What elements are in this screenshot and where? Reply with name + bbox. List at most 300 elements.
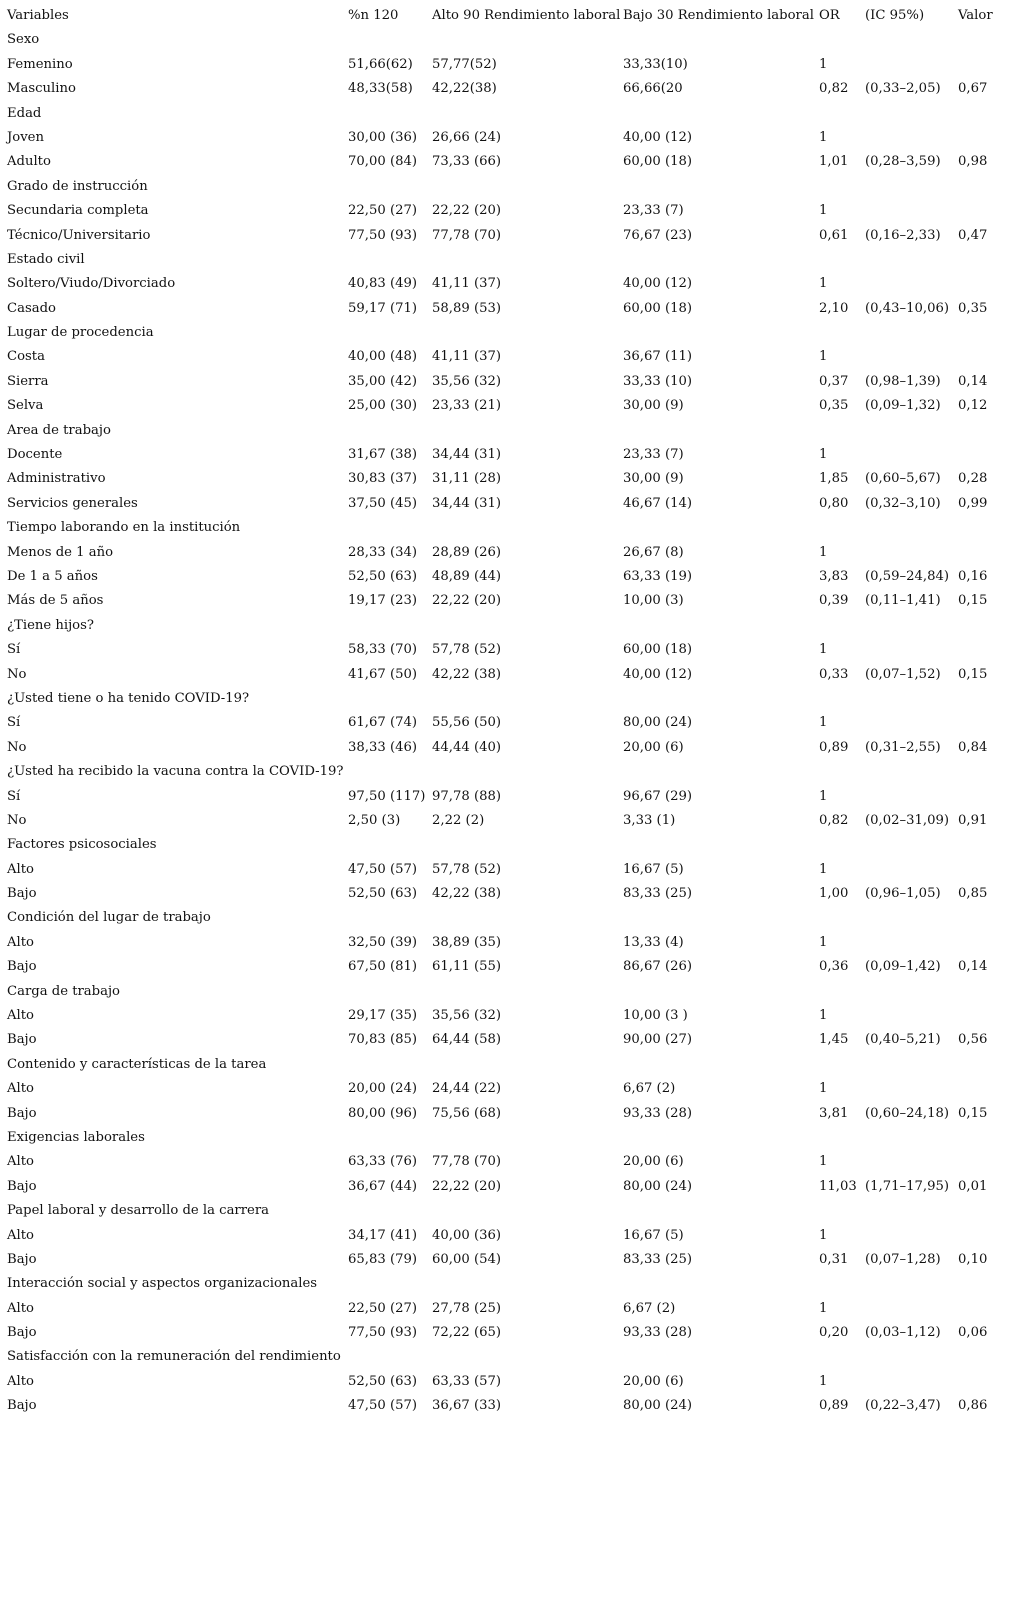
bajo-cell: 10,00 (3) (623, 593, 684, 609)
alto-cell: 42,22 (38) (432, 666, 502, 682)
table-group-row (7, 28, 1023, 52)
table-row (7, 53, 1023, 77)
variable-cell: Alto (7, 934, 34, 950)
percent-n-cell: 37,50 (45) (348, 495, 418, 511)
ic-cell: (0,33–2,05) (865, 81, 941, 97)
bajo-cell: 16,67 (5) (623, 1227, 684, 1243)
table-row (7, 126, 1023, 150)
or-cell: 1 (819, 1154, 828, 1170)
percent-n-cell: 47,50 (57) (348, 861, 418, 877)
or-cell: 2,10 (819, 300, 849, 316)
valor-cell: 0,56 (958, 1032, 988, 1048)
or-cell: 1 (819, 788, 828, 804)
percent-n-cell: 35,00 (42) (348, 373, 418, 389)
percent-n-cell: 30,83 (37) (348, 471, 418, 487)
or-cell: 0,37 (819, 373, 849, 389)
percent-n-cell: 52,50 (63) (348, 1373, 418, 1389)
header-variables: Variables (7, 8, 69, 23)
variable-cell: No (7, 739, 27, 755)
variable-cell: Administrativo (7, 471, 106, 487)
percent-n-cell: 31,67 (38) (348, 447, 418, 463)
table-row (7, 882, 1023, 906)
ic-cell: (0,09–1,42) (865, 959, 941, 975)
or-cell: 1 (819, 447, 828, 463)
table-group-row (7, 980, 1023, 1004)
or-cell: 1 (819, 861, 828, 877)
alto-cell: 35,56 (32) (432, 373, 502, 389)
or-cell: 1 (819, 1081, 828, 1097)
variable-cell: Alto (7, 861, 34, 877)
table-row (7, 1370, 1023, 1394)
bajo-cell: 93,33 (28) (623, 1325, 693, 1341)
or-cell: 1 (819, 642, 828, 658)
percent-n-cell: 67,50 (81) (348, 959, 418, 975)
group-label: Interacción social y aspectos organizacionales (7, 1276, 318, 1292)
variable-cell: Sí (7, 788, 21, 804)
table-group-row (7, 248, 1023, 272)
table-row (7, 931, 1023, 955)
table-row (7, 394, 1023, 418)
table-row (7, 224, 1023, 248)
alto-cell: 36,67 (33) (432, 1398, 502, 1414)
table-row (7, 955, 1023, 979)
valor-cell: 0,14 (958, 959, 988, 975)
or-cell: 1 (819, 276, 828, 292)
alto-cell: 57,77(52) (432, 56, 497, 72)
group-label: ¿Usted tiene o ha tenido COVID-19? (7, 690, 250, 706)
valor-cell: 0,98 (958, 154, 988, 170)
or-cell: 1 (819, 934, 828, 950)
ic-cell: (0,07–1,52) (865, 666, 941, 682)
percent-n-cell: 61,67 (74) (348, 715, 418, 731)
bajo-cell: 83,33 (25) (623, 886, 693, 902)
group-label: ¿Tiene hijos? (7, 617, 94, 633)
or-cell: 1 (819, 1300, 828, 1316)
bajo-cell: 80,00 (24) (623, 715, 693, 731)
alto-cell: 61,11 (55) (432, 959, 502, 975)
valor-cell: 0,91 (958, 812, 988, 828)
group-label: Satisfacción con la remuneración del rendimiento (7, 1349, 341, 1365)
variable-cell: Masculino (7, 81, 76, 97)
variable-cell: Bajo (7, 1398, 37, 1414)
bajo-cell: 90,00 (27) (623, 1032, 693, 1048)
valor-cell: 0,15 (958, 593, 988, 609)
percent-n-cell: 34,17 (41) (348, 1227, 418, 1243)
ic-cell: (1,71–17,95) (865, 1178, 949, 1194)
table-group-row (7, 1272, 1023, 1296)
variable-cell: Femenino (7, 56, 73, 72)
or-cell: 0,35 (819, 398, 849, 414)
ic-cell: (0,59–24,84) (865, 568, 949, 584)
variable-cell: Bajo (7, 1032, 37, 1048)
ic-cell: (0,02–31,09) (865, 812, 949, 828)
variable-cell: Docente (7, 447, 63, 463)
alto-cell: 72,22 (65) (432, 1325, 502, 1341)
bajo-cell: 30,00 (9) (623, 471, 684, 487)
ic-cell: (0,98–1,39) (865, 373, 941, 389)
percent-n-cell: 77,50 (93) (348, 227, 418, 243)
table-body (7, 28, 1023, 1418)
variable-cell: Bajo (7, 1105, 37, 1121)
percent-n-cell: 40,83 (49) (348, 276, 418, 292)
or-cell: 1 (819, 1227, 828, 1243)
or-cell: 0,39 (819, 593, 849, 609)
alto-cell: 97,78 (88) (432, 788, 502, 804)
alto-cell: 22,22 (20) (432, 593, 502, 609)
percent-n-cell: 70,00 (84) (348, 154, 418, 170)
or-cell: 1 (819, 1008, 828, 1024)
table-row (7, 589, 1023, 613)
ic-cell: (0,07–1,28) (865, 1251, 941, 1267)
group-label: ¿Usted ha recibido la vacuna contra la COVID-19? (7, 764, 344, 780)
alto-cell: 22,22 (20) (432, 1178, 502, 1194)
ic-cell: (0,60–24,18) (865, 1105, 949, 1121)
percent-n-cell: 32,50 (39) (348, 934, 418, 950)
bajo-cell: 76,67 (23) (623, 227, 693, 243)
ic-cell: (0,32–3,10) (865, 495, 941, 511)
table-row (7, 663, 1023, 687)
variable-cell: Sí (7, 715, 21, 731)
or-cell: 0,89 (819, 1398, 849, 1414)
variable-cell: Adulto (7, 154, 51, 170)
ic-cell: (0,28–3,59) (865, 154, 941, 170)
percent-n-cell: 25,00 (30) (348, 398, 418, 414)
percent-n-cell: 51,66(62) (348, 56, 413, 72)
or-cell: 1,85 (819, 471, 849, 487)
variable-cell: Bajo (7, 959, 37, 975)
alto-cell: 28,89 (26) (432, 544, 502, 560)
alto-cell: 44,44 (40) (432, 739, 502, 755)
alto-cell: 41,11 (37) (432, 276, 502, 292)
bajo-cell: 83,33 (25) (623, 1251, 693, 1267)
variable-cell: Alto (7, 1008, 34, 1024)
valor-cell: 0,10 (958, 1251, 988, 1267)
variable-cell: Selva (7, 398, 44, 414)
percent-n-cell: 22,50 (27) (348, 203, 418, 219)
variable-cell: Bajo (7, 886, 37, 902)
ic-cell: (0,22–3,47) (865, 1398, 941, 1414)
or-cell: 1 (819, 56, 828, 72)
or-cell: 3,83 (819, 568, 849, 584)
percent-n-cell: 36,67 (44) (348, 1178, 418, 1194)
header-ic: (IC 95%) (865, 8, 925, 23)
table-row (7, 1150, 1023, 1174)
or-cell: 0,61 (819, 227, 849, 243)
bajo-cell: 10,00 (3 ) (623, 1008, 688, 1024)
group-label: Sexo (7, 32, 40, 48)
alto-cell: 38,89 (35) (432, 934, 502, 950)
bajo-cell: 40,00 (12) (623, 666, 693, 682)
results-table (7, 4, 1023, 1419)
valor-cell: 0,15 (958, 666, 988, 682)
or-cell: 0,82 (819, 81, 849, 97)
table-row (7, 565, 1023, 589)
variable-cell: Alto (7, 1300, 34, 1316)
percent-n-cell: 48,33(58) (348, 81, 413, 97)
valor-cell: 0,47 (958, 227, 988, 243)
or-cell: 1 (819, 129, 828, 145)
group-label: Edad (7, 105, 42, 121)
table-row (7, 297, 1023, 321)
table-row (7, 858, 1023, 882)
ic-cell: (0,31–2,55) (865, 739, 941, 755)
bajo-cell: 60,00 (18) (623, 300, 693, 316)
group-label: Tiempo laborando en la institución (7, 520, 241, 536)
table-row (7, 492, 1023, 516)
percent-n-cell: 52,50 (63) (348, 886, 418, 902)
alto-cell: 55,56 (50) (432, 715, 502, 731)
variable-cell: Alto (7, 1154, 34, 1170)
valor-cell: 0,12 (958, 398, 988, 414)
valor-cell: 0,99 (958, 495, 988, 511)
ic-cell: (0,16–2,33) (865, 227, 941, 243)
alto-cell: 22,22 (20) (432, 203, 502, 219)
variable-cell: Secundaria completa (7, 203, 149, 219)
table-row (7, 370, 1023, 394)
bajo-cell: 60,00 (18) (623, 642, 693, 658)
alto-cell: 57,78 (52) (432, 861, 502, 877)
ic-cell: (0,11–1,41) (865, 593, 941, 609)
or-cell: 1 (819, 544, 828, 560)
percent-n-cell: 59,17 (71) (348, 300, 418, 316)
percent-n-cell: 97,50 (117) (348, 788, 426, 804)
alto-cell: 42,22 (38) (432, 886, 502, 902)
valor-cell: 0,14 (958, 373, 988, 389)
table-group-row (7, 419, 1023, 443)
table-row (7, 443, 1023, 467)
alto-cell: 27,78 (25) (432, 1300, 502, 1316)
alto-cell: 35,56 (32) (432, 1008, 502, 1024)
table-row (7, 150, 1023, 174)
table-row (7, 1321, 1023, 1345)
bajo-cell: 46,67 (14) (623, 495, 693, 511)
alto-cell: 77,78 (70) (432, 1154, 502, 1170)
percent-n-cell: 20,00 (24) (348, 1081, 418, 1097)
variable-cell: Bajo (7, 1251, 37, 1267)
alto-cell: 57,78 (52) (432, 642, 502, 658)
or-cell: 1 (819, 1373, 828, 1389)
valor-cell: 0,15 (958, 1105, 988, 1121)
or-cell: 1,45 (819, 1032, 849, 1048)
valor-cell: 0,67 (958, 81, 988, 97)
or-cell: 1,01 (819, 154, 849, 170)
percent-n-cell: 80,00 (96) (348, 1105, 418, 1121)
table-group-row (7, 516, 1023, 540)
ic-cell: (0,43–10,06) (865, 300, 949, 316)
group-label: Exigencias laborales (7, 1129, 145, 1145)
table-row (7, 711, 1023, 735)
variable-cell: Joven (7, 129, 44, 145)
table-group-row (7, 687, 1023, 711)
alto-cell: 63,33 (57) (432, 1373, 502, 1389)
table-row (7, 272, 1023, 296)
percent-n-cell: 2,50 (3) (348, 812, 401, 828)
ic-cell: (0,09–1,32) (865, 398, 941, 414)
alto-cell: 34,44 (31) (432, 495, 502, 511)
table-row (7, 809, 1023, 833)
bajo-cell: 6,67 (2) (623, 1081, 676, 1097)
percent-n-cell: 77,50 (93) (348, 1325, 418, 1341)
header-or: OR (819, 8, 840, 23)
or-cell: 0,20 (819, 1325, 849, 1341)
table-row (7, 199, 1023, 223)
table-row (7, 1077, 1023, 1101)
alto-cell: 2,22 (2) (432, 812, 485, 828)
or-cell: 0,31 (819, 1251, 849, 1267)
variable-cell: Alto (7, 1227, 34, 1243)
alto-cell: 48,89 (44) (432, 568, 502, 584)
percent-n-cell: 22,50 (27) (348, 1300, 418, 1316)
percent-n-cell: 47,50 (57) (348, 1398, 418, 1414)
table-row (7, 1394, 1023, 1418)
percent-n-cell: 29,17 (35) (348, 1008, 418, 1024)
table-group-row (7, 1053, 1023, 1077)
table-row (7, 638, 1023, 662)
bajo-cell: 93,33 (28) (623, 1105, 693, 1121)
table-row (7, 1004, 1023, 1028)
or-cell: 0,33 (819, 666, 849, 682)
bajo-cell: 26,67 (8) (623, 544, 684, 560)
variable-cell: Alto (7, 1081, 34, 1097)
group-label: Lugar de procedencia (7, 325, 154, 341)
alto-cell: 41,11 (37) (432, 349, 502, 365)
variable-cell: No (7, 666, 27, 682)
or-cell: 0,82 (819, 812, 849, 828)
or-cell: 1 (819, 349, 828, 365)
alto-cell: 31,11 (28) (432, 471, 502, 487)
table-group-row (7, 321, 1023, 345)
bajo-cell: 20,00 (6) (623, 739, 684, 755)
header-valor: Valor (958, 8, 993, 23)
percent-n-cell: 28,33 (34) (348, 544, 418, 560)
table-row (7, 77, 1023, 101)
table-row (7, 345, 1023, 369)
group-label: Factores psicosociales (7, 837, 157, 853)
percent-n-cell: 70,83 (85) (348, 1032, 418, 1048)
variable-cell: De 1 a 5 años (7, 568, 98, 584)
bajo-cell: 60,00 (18) (623, 154, 693, 170)
bajo-cell: 33,33(10) (623, 56, 688, 72)
or-cell: 3,81 (819, 1105, 849, 1121)
table-row (7, 1175, 1023, 1199)
bajo-cell: 13,33 (4) (623, 934, 684, 950)
alto-cell: 26,66 (24) (432, 129, 502, 145)
table-group-row (7, 1199, 1023, 1223)
table-row (7, 541, 1023, 565)
alto-cell: 75,56 (68) (432, 1105, 502, 1121)
group-label: Grado de instrucción (7, 178, 148, 194)
percent-n-cell: 40,00 (48) (348, 349, 418, 365)
group-label: Contenido y características de la tarea (7, 1056, 267, 1072)
variable-cell: Servicios generales (7, 495, 138, 511)
percent-n-cell: 58,33 (70) (348, 642, 418, 658)
alto-cell: 23,33 (21) (432, 398, 502, 414)
valor-cell: 0,01 (958, 1178, 988, 1194)
variable-cell: No (7, 812, 27, 828)
bajo-cell: 63,33 (19) (623, 568, 693, 584)
table-group-row (7, 833, 1023, 857)
variable-cell: Menos de 1 año (7, 544, 114, 560)
bajo-cell: 20,00 (6) (623, 1373, 684, 1389)
table-group-row (7, 1126, 1023, 1150)
table-row (7, 1248, 1023, 1272)
alto-cell: 42,22(38) (432, 81, 497, 97)
or-cell: 11,03 (819, 1178, 857, 1194)
bajo-cell: 33,33 (10) (623, 373, 693, 389)
table-row (7, 1297, 1023, 1321)
ic-cell: (0,60–5,67) (865, 471, 941, 487)
header-alto-rendimiento: Alto 90 Rendimiento laboral (432, 8, 621, 23)
group-label: Carga de trabajo (7, 983, 120, 999)
bajo-cell: 80,00 (24) (623, 1178, 693, 1194)
alto-cell: 24,44 (22) (432, 1081, 502, 1097)
group-label: Area de trabajo (7, 422, 111, 438)
percent-n-cell: 41,67 (50) (348, 666, 418, 682)
alto-cell: 58,89 (53) (432, 300, 502, 316)
bajo-cell: 80,00 (24) (623, 1398, 693, 1414)
alto-cell: 73,33 (66) (432, 154, 502, 170)
table-group-row (7, 102, 1023, 126)
percent-n-cell: 38,33 (46) (348, 739, 418, 755)
alto-cell: 77,78 (70) (432, 227, 502, 243)
valor-cell: 0,35 (958, 300, 988, 316)
percent-n-cell: 19,17 (23) (348, 593, 418, 609)
valor-cell: 0,16 (958, 568, 988, 584)
percent-n-cell: 52,50 (63) (348, 568, 418, 584)
table-row (7, 1102, 1023, 1126)
variable-cell: Casado (7, 300, 56, 316)
valor-cell: 0,06 (958, 1325, 988, 1341)
or-cell: 1 (819, 715, 828, 731)
table-row (7, 1028, 1023, 1052)
bajo-cell: 40,00 (12) (623, 129, 693, 145)
ic-cell: (0,40–5,21) (865, 1032, 941, 1048)
table-row (7, 785, 1023, 809)
variable-cell: Sierra (7, 373, 49, 389)
table-group-row (7, 175, 1023, 199)
ic-cell: (0,03–1,12) (865, 1325, 941, 1341)
percent-n-cell: 30,00 (36) (348, 129, 418, 145)
table-row (7, 736, 1023, 760)
group-label: Papel laboral y desarrollo de la carrera (7, 1203, 270, 1219)
bajo-cell: 16,67 (5) (623, 861, 684, 877)
bajo-cell: 66,66(20 (623, 81, 683, 97)
bajo-cell: 40,00 (12) (623, 276, 693, 292)
table-group-row (7, 1345, 1023, 1369)
variable-cell: Alto (7, 1373, 34, 1389)
variable-cell: Técnico/Universitario (7, 227, 151, 243)
valor-cell: 0,85 (958, 886, 988, 902)
table-group-row (7, 614, 1023, 638)
bajo-cell: 36,67 (11) (623, 349, 693, 365)
variable-cell: Bajo (7, 1325, 37, 1341)
table-row (7, 1224, 1023, 1248)
valor-cell: 0,86 (958, 1398, 988, 1414)
table-row (7, 467, 1023, 491)
variable-cell: Soltero/Viudo/Divorciado (7, 276, 176, 292)
percent-n-cell: 65,83 (79) (348, 1251, 418, 1267)
bajo-cell: 96,67 (29) (623, 788, 693, 804)
variable-cell: Sí (7, 642, 21, 658)
or-cell: 1,00 (819, 886, 849, 902)
header-percent-n: %n 120 (348, 8, 399, 23)
percent-n-cell: 63,33 (76) (348, 1154, 418, 1170)
alto-cell: 64,44 (58) (432, 1032, 502, 1048)
bajo-cell: 23,33 (7) (623, 203, 684, 219)
bajo-cell: 3,33 (1) (623, 812, 676, 828)
header-bajo-rendimiento: Bajo 30 Rendimiento laboral (623, 8, 814, 23)
table-header-row (7, 4, 1023, 28)
